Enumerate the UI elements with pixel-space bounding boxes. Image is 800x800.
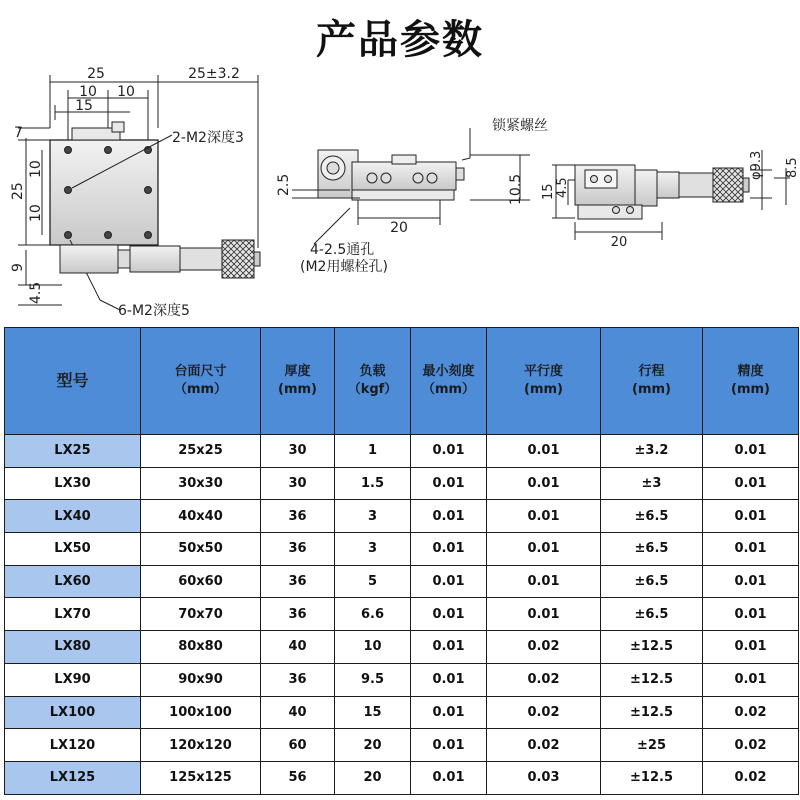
table-header-row — [5, 328, 799, 435]
cell-load: 6.6 — [335, 598, 411, 631]
dim-15: 15 — [75, 98, 93, 114]
cell-min-scale: 0.01 — [411, 500, 487, 533]
cell-table-size: 125x125 — [141, 761, 261, 794]
cell-travel: ±12.5 — [601, 663, 703, 696]
cell-min-scale: 0.01 — [411, 467, 487, 500]
cell-accuracy: 0.01 — [703, 663, 799, 696]
cell-thickness: 36 — [261, 598, 335, 631]
drawing-top-view — [18, 75, 260, 310]
cell-travel: ±12.5 — [601, 631, 703, 664]
table-row — [5, 631, 799, 664]
cell-parallelism: 0.02 — [487, 729, 601, 762]
cell-load: 5 — [335, 565, 411, 598]
table-row — [5, 565, 799, 598]
dim-8-5: 8.5 — [785, 157, 800, 178]
note-lock-screw: 锁紧螺丝 — [492, 118, 548, 134]
cell-travel: ±6.5 — [601, 598, 703, 631]
cell-model: LX100 — [5, 696, 141, 729]
cell-model: LX120 — [5, 729, 141, 762]
cell-table-size: 120x120 — [141, 729, 261, 762]
spec-table — [4, 327, 799, 795]
note-bottom-holes: 6-M2深度5 — [118, 303, 190, 319]
table-row — [5, 761, 799, 794]
cell-load: 1 — [335, 435, 411, 468]
dim-9: 9 — [10, 263, 26, 272]
cell-travel: ±6.5 — [601, 533, 703, 566]
cell-travel: ±12.5 — [601, 761, 703, 794]
cell-thickness: 30 — [261, 435, 335, 468]
cell-accuracy: 0.02 — [703, 761, 799, 794]
header-table-size: 台面尺寸 （mm） — [141, 328, 261, 435]
cell-accuracy: 0.02 — [703, 729, 799, 762]
cell-min-scale: 0.01 — [411, 631, 487, 664]
header-accuracy: 精度 (mm) — [703, 328, 799, 435]
cell-table-size: 100x100 — [141, 696, 261, 729]
dim-7: 7 — [14, 125, 23, 141]
cell-thickness: 36 — [261, 533, 335, 566]
cell-table-size: 60x60 — [141, 565, 261, 598]
cell-min-scale: 0.01 — [411, 663, 487, 696]
drawing-front-view — [292, 128, 530, 244]
dim-25-left: 25 — [10, 182, 26, 200]
cell-travel: ±6.5 — [601, 565, 703, 598]
cell-accuracy: 0.01 — [703, 533, 799, 566]
cell-table-size: 40x40 — [141, 500, 261, 533]
cell-travel: ±25 — [601, 729, 703, 762]
dim-4-5-side: 4.5 — [555, 177, 570, 198]
cell-table-size: 70x70 — [141, 598, 261, 631]
header-parallelism: 平行度 (mm) — [487, 328, 601, 435]
dim-2-5: 2.5 — [276, 173, 292, 196]
dim-10a: 10 — [79, 84, 97, 100]
cell-parallelism: 0.02 — [487, 663, 601, 696]
cell-model: LX40 — [5, 500, 141, 533]
table-body — [5, 435, 799, 795]
header-load: 负载 （kgf） — [335, 328, 411, 435]
cell-thickness: 36 — [261, 663, 335, 696]
table-row — [5, 696, 799, 729]
cell-load: 3 — [335, 533, 411, 566]
cell-load: 15 — [335, 696, 411, 729]
cell-accuracy: 0.01 — [703, 598, 799, 631]
dim-10b: 10 — [117, 84, 135, 100]
cell-load: 10 — [335, 631, 411, 664]
table-row — [5, 729, 799, 762]
dim-15-side: 15 — [541, 183, 556, 200]
cell-load: 3 — [335, 500, 411, 533]
cell-accuracy: 0.01 — [703, 631, 799, 664]
table-row — [5, 533, 799, 566]
dim-10-left-b: 10 — [28, 204, 44, 222]
dim-phi-9-3: φ9.3 — [749, 150, 764, 180]
cell-travel: ±12.5 — [601, 696, 703, 729]
cell-thickness: 56 — [261, 761, 335, 794]
dim-travel: 25±3.2 — [188, 66, 240, 82]
header-travel: 行程 (mm) — [601, 328, 703, 435]
cell-thickness: 30 — [261, 467, 335, 500]
dim-20-side: 20 — [610, 235, 628, 250]
dim-top-width: 25 — [87, 66, 105, 82]
cell-travel: ±3.2 — [601, 435, 703, 468]
cell-table-size: 30x30 — [141, 467, 261, 500]
cell-model: LX125 — [5, 761, 141, 794]
cell-parallelism: 0.01 — [487, 533, 601, 566]
cell-min-scale: 0.01 — [411, 565, 487, 598]
cell-accuracy: 0.01 — [703, 467, 799, 500]
page-title: 产品参数 — [316, 17, 484, 63]
table-row — [5, 663, 799, 696]
cell-min-scale: 0.01 — [411, 435, 487, 468]
table-row — [5, 467, 799, 500]
cell-min-scale: 0.01 — [411, 729, 487, 762]
cell-thickness: 36 — [261, 565, 335, 598]
table-row — [5, 435, 799, 468]
table-row — [5, 598, 799, 631]
cell-accuracy: 0.02 — [703, 696, 799, 729]
cell-travel: ±6.5 — [601, 500, 703, 533]
cell-table-size: 80x80 — [141, 631, 261, 664]
cell-parallelism: 0.02 — [487, 696, 601, 729]
header-min-scale: 最小刻度 （mm） — [411, 328, 487, 435]
cell-load: 1.5 — [335, 467, 411, 500]
dim-45: 4.5 — [28, 281, 44, 304]
cell-model: LX70 — [5, 598, 141, 631]
cell-min-scale: 0.01 — [411, 761, 487, 794]
cell-load: 20 — [335, 761, 411, 794]
cell-thickness: 40 — [261, 696, 335, 729]
cell-model: LX30 — [5, 467, 141, 500]
table-row — [5, 500, 799, 533]
cell-model: LX25 — [5, 435, 141, 468]
cell-model: LX90 — [5, 663, 141, 696]
note-top-holes: 2-M2深度3 — [172, 130, 244, 146]
cell-table-size: 50x50 — [141, 533, 261, 566]
cell-parallelism: 0.03 — [487, 761, 601, 794]
note-through-holes: 4-2.5通孔 — [310, 242, 375, 258]
cell-model: LX60 — [5, 565, 141, 598]
cell-model: LX50 — [5, 533, 141, 566]
cell-table-size: 25x25 — [141, 435, 261, 468]
dim-10-5: 10.5 — [508, 173, 524, 205]
cell-model: LX80 — [5, 631, 141, 664]
dim-10-left-a: 10 — [28, 160, 44, 178]
cell-thickness: 60 — [261, 729, 335, 762]
cell-accuracy: 0.01 — [703, 565, 799, 598]
cell-parallelism: 0.01 — [487, 598, 601, 631]
cell-accuracy: 0.01 — [703, 435, 799, 468]
cell-load: 20 — [335, 729, 411, 762]
cell-thickness: 36 — [261, 500, 335, 533]
dim-20-front: 20 — [390, 220, 408, 236]
cell-travel: ±3 — [601, 467, 703, 500]
cell-min-scale: 0.01 — [411, 533, 487, 566]
cell-accuracy: 0.01 — [703, 500, 799, 533]
cell-thickness: 40 — [261, 631, 335, 664]
cell-parallelism: 0.01 — [487, 565, 601, 598]
technical-drawings — [0, 0, 800, 326]
cell-table-size: 90x90 — [141, 663, 261, 696]
header-thickness: 厚度 (mm) — [261, 328, 335, 435]
cell-parallelism: 0.01 — [487, 435, 601, 468]
cell-load: 9.5 — [335, 663, 411, 696]
cell-min-scale: 0.01 — [411, 696, 487, 729]
header-model: 型号 — [5, 328, 141, 435]
cell-parallelism: 0.02 — [487, 631, 601, 664]
cell-min-scale: 0.01 — [411, 598, 487, 631]
cell-parallelism: 0.01 — [487, 467, 601, 500]
cell-parallelism: 0.01 — [487, 500, 601, 533]
note-through-holes-sub: (M2用螺栓孔) — [300, 259, 388, 275]
